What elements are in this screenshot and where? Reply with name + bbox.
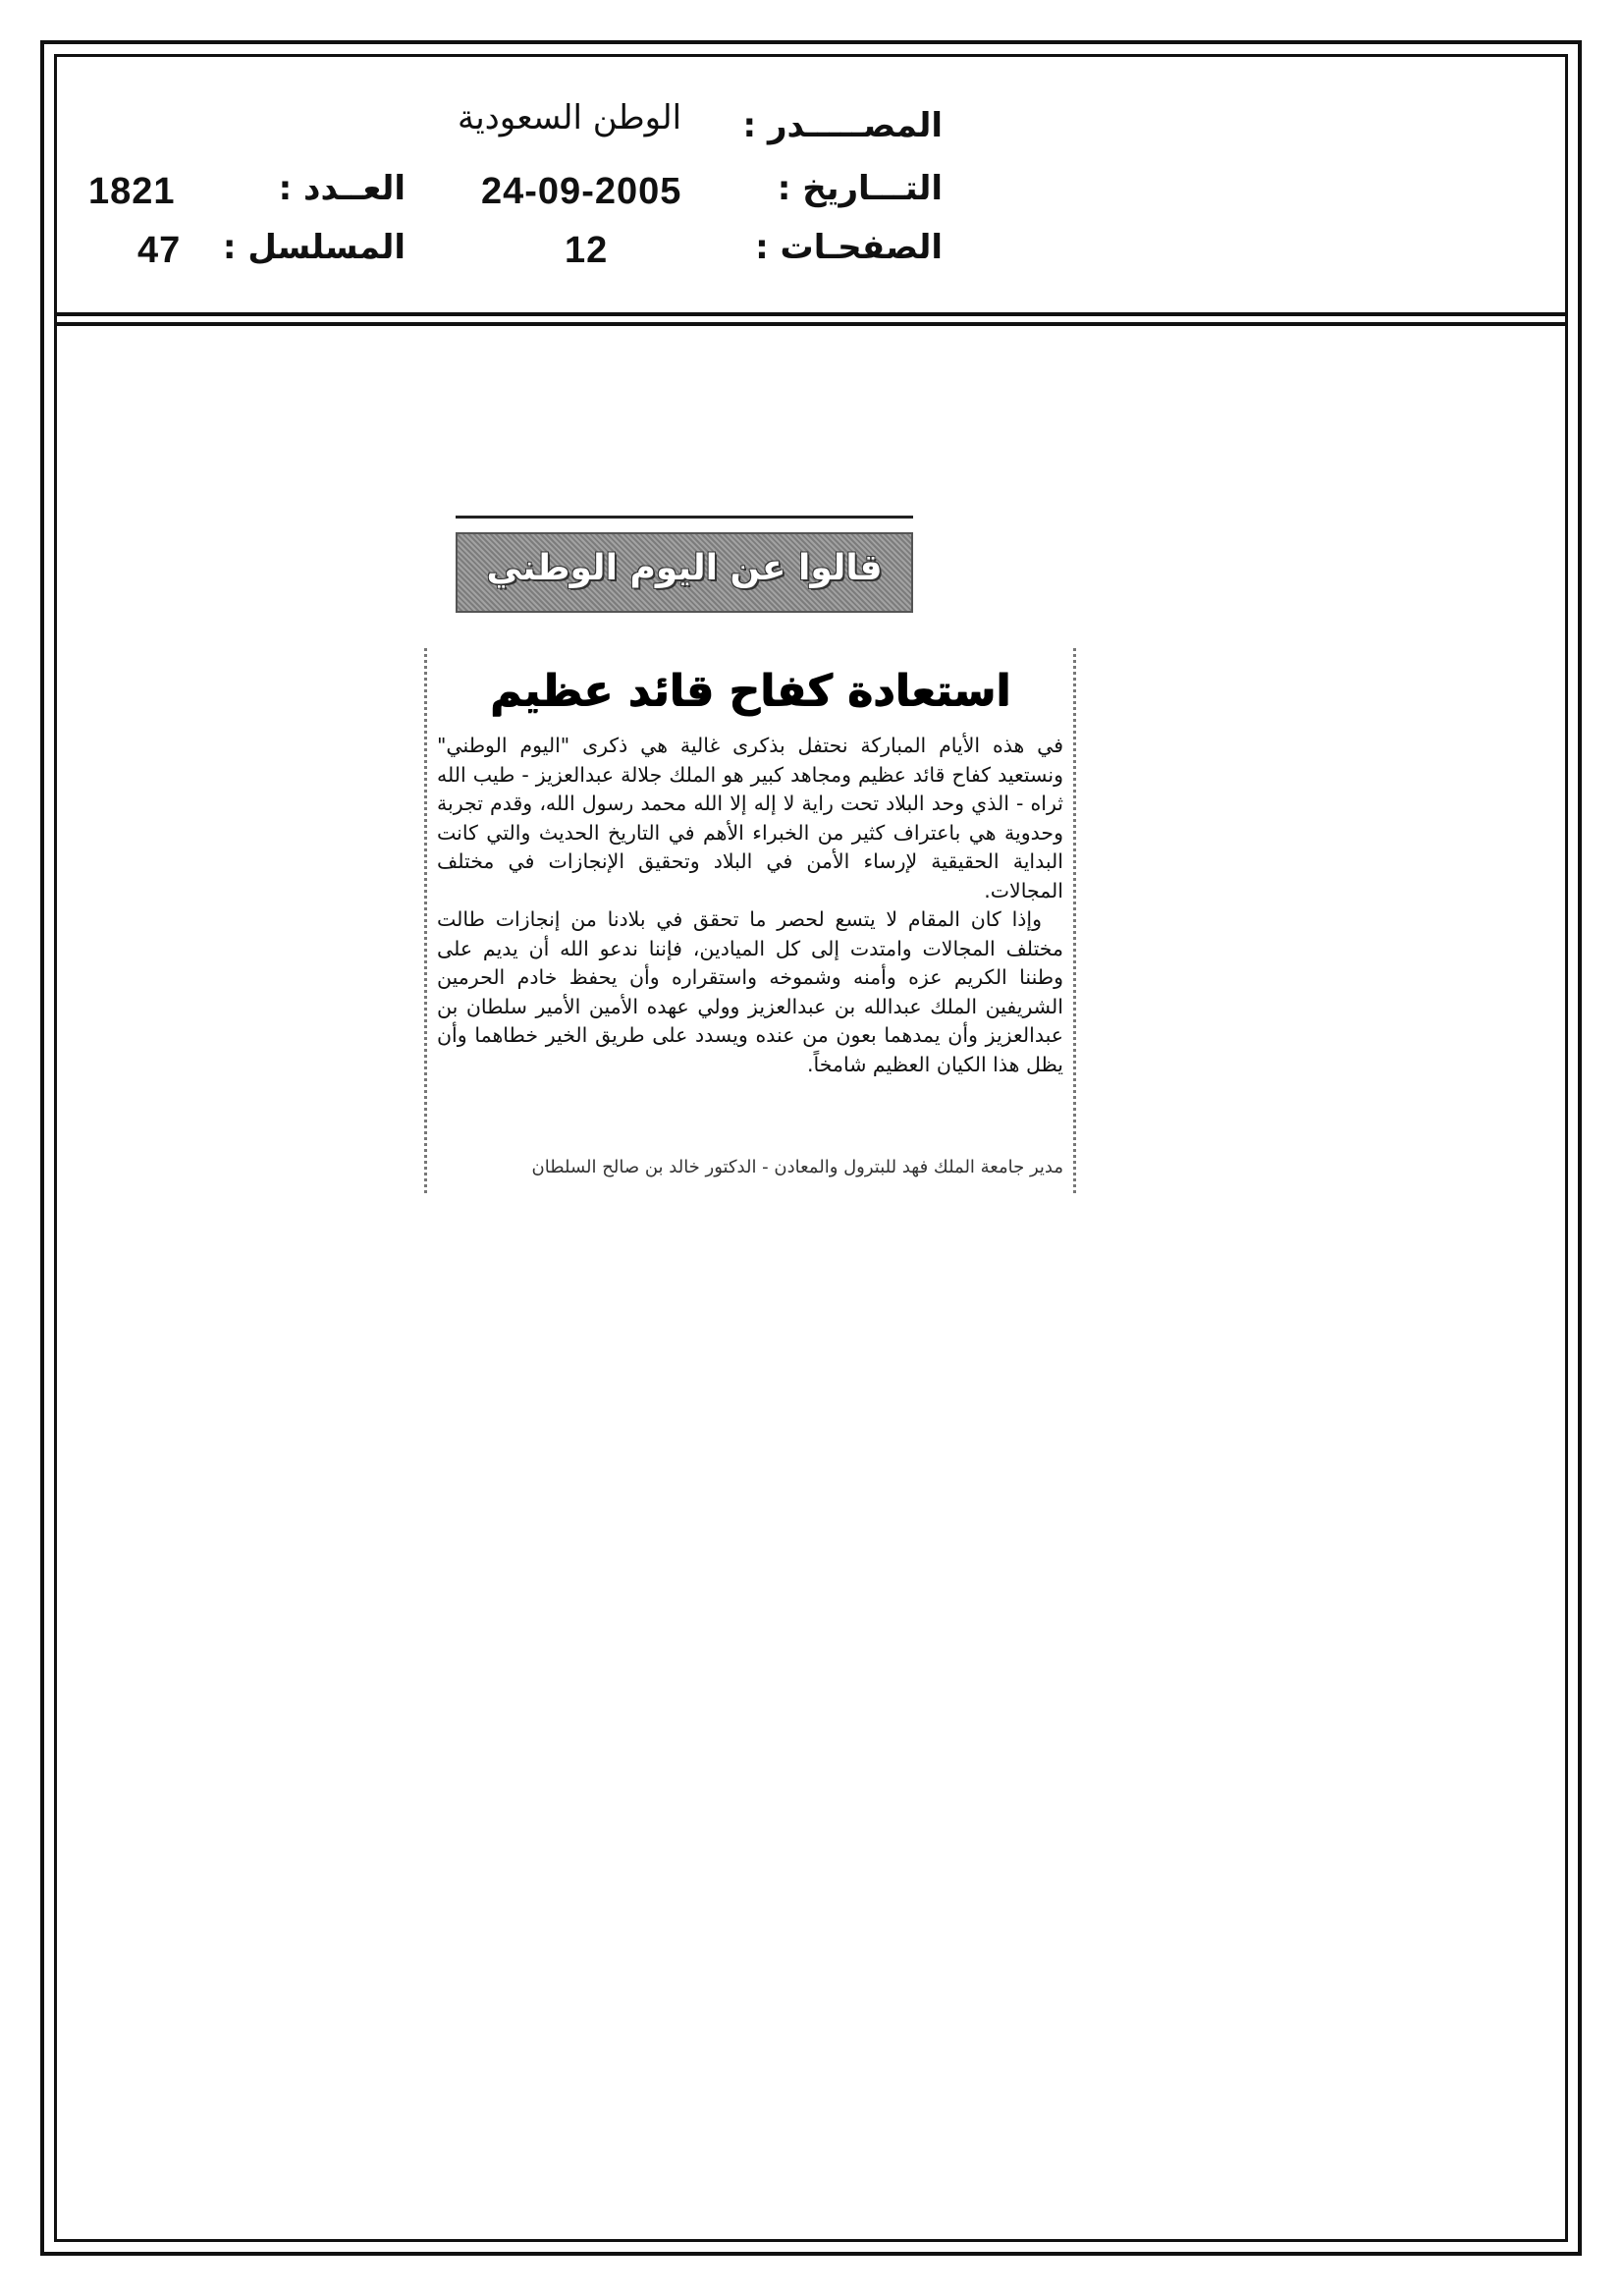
serial-label: المسلسل : — [222, 228, 406, 267]
issue-value: 1821 — [88, 171, 176, 212]
serial-value: 47 — [137, 230, 182, 271]
pages-label: الصفحـات : — [755, 228, 943, 267]
article-paragraph: وإذا كان المقام لا يتسع لحصر ما تحقق في بلادنا من إنجازات طالت مختلف المجالات وامتدت إلى كل الميادين، فإننا ندعو الله أن يديم على وطننا الكريم عزه وأمنه وشموخه واستقراره وأن يحفظ خادم الحرمين الشريفين الملك عبدالله بن عبدالعزيز وولي عهده الأمين الأمير سلطان بن عبدالعزيز وأن يمدهما بعون من عنده ويسدد على طريق الخير خطاهما وأن يظل هذا الكيان العظيم شامخاً. — [437, 907, 1063, 1076]
section-banner — [456, 532, 913, 613]
section-banner-text: قالوا عن اليوم الوطني — [486, 548, 883, 588]
issue-label: العــدد : — [278, 169, 406, 208]
date-value: 24-09-2005 — [481, 171, 682, 212]
pages-value: 12 — [565, 230, 609, 271]
article-paragraph: في هذه الأيام المباركة نحتفل بذكرى غالية هي ذكرى "اليوم الوطني" ونستعيد كفاح قائد عظيم ومجاهد كبير هو الملك جلالة عبدالعزيز - طيب الله ثراه - الذي وحد البلاد تحت راية لا إله إلا الله محمد رسول الله، وقدم تجربة وحدوية هي باعتراف كثير من الخبراء الأهم في التاريخ الحديث والتي كانت البداية الحقيقية لإرساء الأمن في البلاد وتحقيق الإنجازات في مختلف المجالات. — [437, 734, 1063, 902]
header-divider-top — [54, 312, 1568, 316]
date-label: التـــاريخ : — [777, 169, 943, 208]
article-title: استعادة كفاح قائد عظيم — [489, 666, 1011, 716]
source-value: الوطن السعودية — [457, 98, 682, 137]
header-divider-bottom — [54, 322, 1568, 326]
article-body — [437, 732, 1063, 1079]
banner-top-rule — [456, 516, 913, 519]
article-signature: مدير جامعة الملك فهد للبترول والمعادن - الدكتور خالد بن صالح السلطان — [531, 1157, 1063, 1177]
newspaper-clipping — [424, 648, 1076, 1193]
source-label: المصـــــدر : — [742, 106, 943, 145]
